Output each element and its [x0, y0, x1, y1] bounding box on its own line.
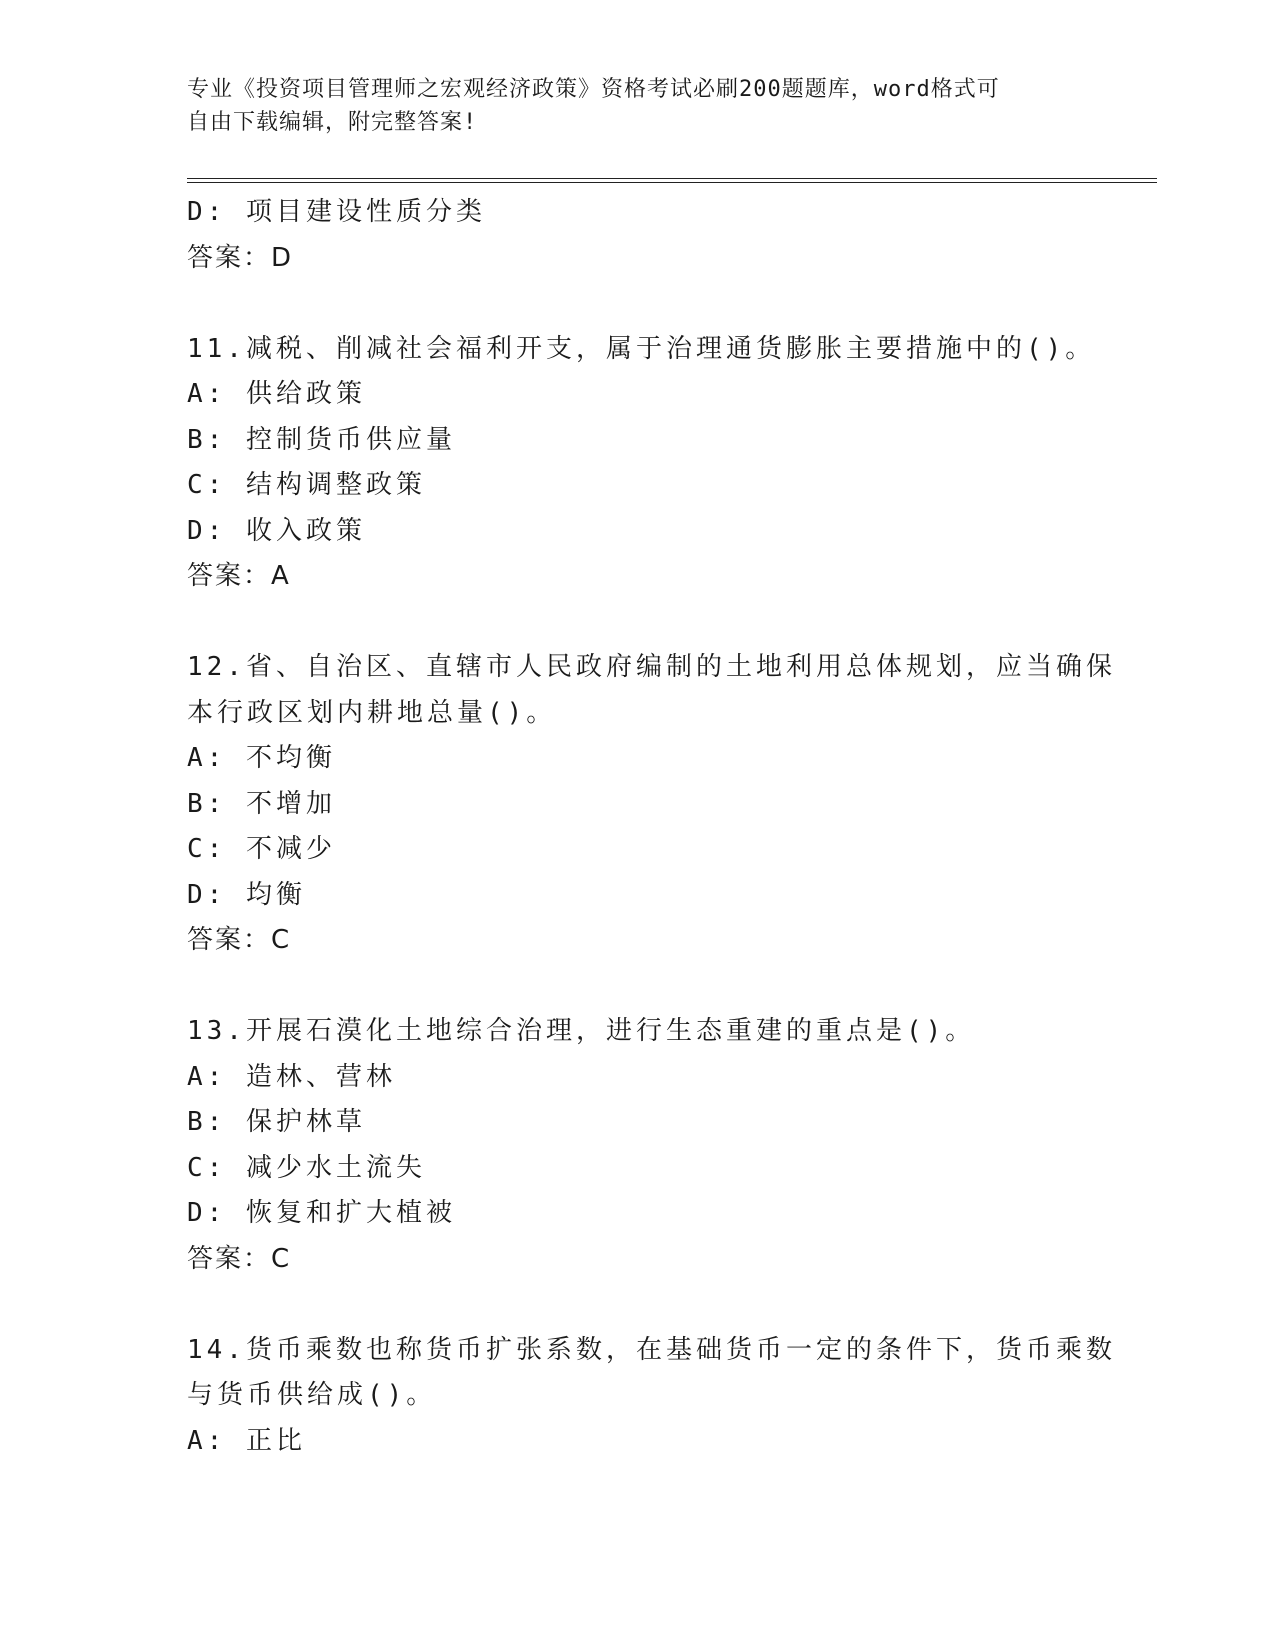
q12-option-c: C: 不减少 — [187, 834, 336, 864]
header-line-2: 自由下载编辑，附完整答案! — [187, 110, 478, 135]
q13-answer: 答案：C — [187, 1243, 292, 1274]
spacer — [187, 964, 1087, 1010]
q11-option-b: B: 控制货币供应量 — [187, 424, 456, 455]
document-header — [187, 73, 1087, 139]
q13-stem: 13.开展石漠化土地综合治理，进行生态重建的重点是()。 — [187, 1016, 976, 1046]
q11-option-c: C: 结构调整政策 — [187, 470, 426, 500]
spacer — [187, 600, 1087, 646]
q11-option-a: A: 供给政策 — [187, 379, 366, 409]
q12-option-b: B: 不增加 — [187, 788, 336, 819]
q11-answer: 答案：A — [187, 561, 291, 591]
q13-option-c: C: 减少水土流失 — [187, 1152, 426, 1183]
prev-answer: 答案：D — [187, 242, 294, 273]
q14-option-a: A: 正比 — [187, 1425, 306, 1456]
q13-option-b: B: 保护林草 — [187, 1107, 366, 1137]
q12-stem-line-2: 本行政区划内耕地总量()。 — [187, 697, 557, 728]
q13-option-a: A: 造林、营林 — [187, 1061, 396, 1092]
q11-option-d: D: 收入政策 — [187, 515, 366, 546]
header-line-1: 专业《投资项目管理师之宏观经济政策》资格考试必刷200题题库，word格式可 — [187, 77, 1000, 102]
prev-option-d: D: 项目建设性质分类 — [187, 197, 486, 227]
q14-stem-line-2: 与货币供给成()。 — [187, 1380, 437, 1410]
q11-stem: 11.减税、削减社会福利开支，属于治理通货膨胀主要措施中的()。 — [187, 333, 1096, 364]
q14-stem-line-1: 14.货币乘数也称货币扩张系数，在基础货币一定的条件下，货币乘数 — [187, 1334, 1116, 1365]
q12-option-d: D: 均衡 — [187, 879, 306, 910]
q13-option-d: D: 恢复和扩大植被 — [187, 1198, 456, 1228]
spacer — [187, 1282, 1087, 1328]
q12-answer: 答案：C — [187, 925, 292, 955]
q12-option-a: A: 不均衡 — [187, 743, 336, 773]
spacer — [187, 281, 1087, 327]
header-divider — [187, 178, 1157, 183]
q12-stem-line-1: 12.省、自治区、直辖市人民政府编制的土地利用总体规划，应当确保 — [187, 652, 1116, 682]
question-list — [187, 190, 1116, 1464]
